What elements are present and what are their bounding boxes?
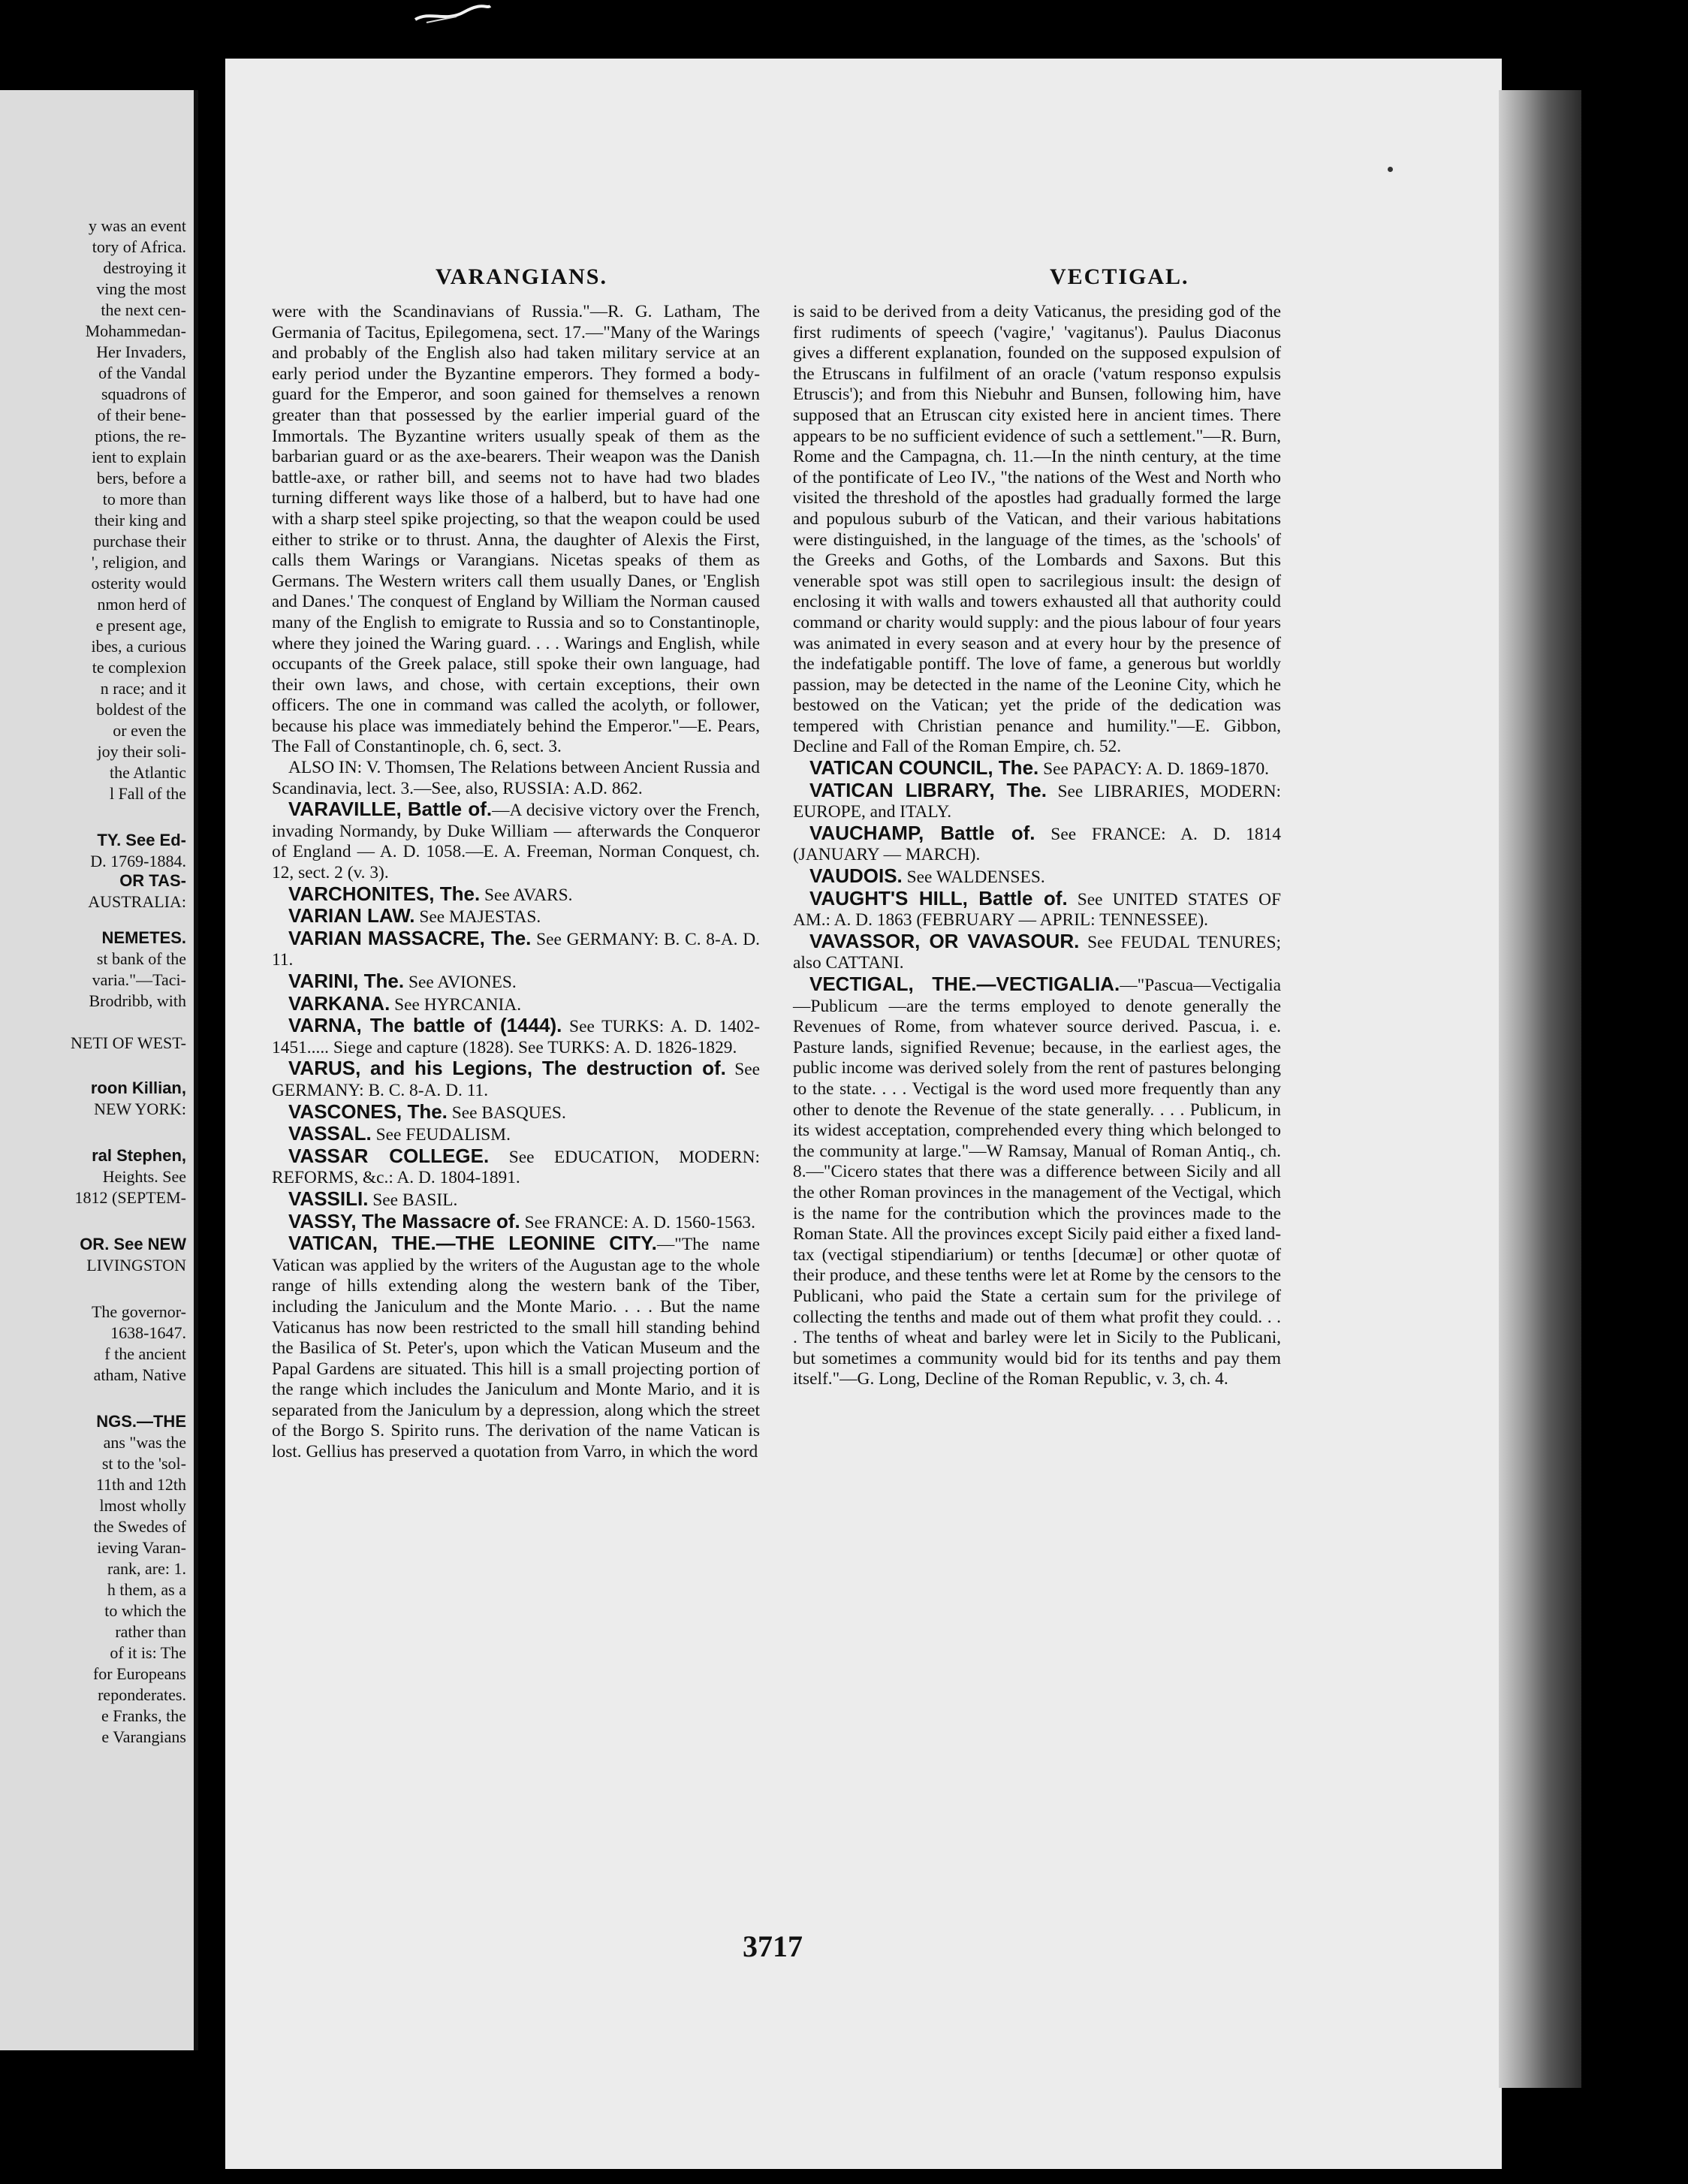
- dictionary-entry: [272, 799, 760, 883]
- dictionary-entry: [793, 866, 1281, 888]
- fragment-line: NEW YORK:: [94, 1100, 186, 1118]
- fragment-line: of the Vandal: [98, 363, 186, 382]
- fragment-line: NEMETES.: [101, 928, 186, 947]
- entry-text: See GERMANY: B. C. 8-A. D. 11.: [272, 1060, 760, 1100]
- fragment-line: the Swedes of: [93, 1517, 186, 1536]
- entry-heading: VARUS, and his Legions, The destruction of.: [288, 1057, 726, 1080]
- fragment-line: ', religion, and: [91, 553, 186, 572]
- speck: [1388, 167, 1393, 172]
- entry-heading: VAUCHAMP, Battle of.: [809, 821, 1035, 844]
- entry-text: See FEUDAL TENURES; also CATTANI.: [793, 932, 1282, 973]
- fragment-line: nmon herd of: [97, 595, 186, 614]
- dictionary-entry: [793, 758, 1281, 780]
- fragment-line: 11th and 12th: [95, 1475, 186, 1494]
- entry-text: See TURKS: A. D. 1402-1451..... Siege and capture (1828). See TURKS: A. D. 1826-1829.: [272, 1017, 760, 1057]
- fragment-line: f the ancient: [104, 1344, 186, 1363]
- fragment-line: ral Stephen,: [92, 1146, 186, 1165]
- fragment-line: e Franks, the: [101, 1706, 186, 1725]
- fragment-line: h them, as a: [107, 1580, 186, 1599]
- entry-heading: VARAVILLE, Battle of.: [288, 798, 493, 821]
- dictionary-entry: [272, 1058, 760, 1101]
- entry-heading: VASSY, The Massacre of.: [288, 1209, 520, 1232]
- dictionary-entry: [793, 780, 1281, 823]
- dictionary-entry: [272, 1146, 760, 1189]
- entry-text: See LIBRARIES, MODERN: EUROPE, and ITALY.: [793, 781, 1281, 822]
- entry-text: See BASQUES.: [447, 1103, 566, 1123]
- fragment-line: AUSTRALIA:: [88, 892, 186, 911]
- fragment-line: e Varangians: [101, 1727, 186, 1746]
- fragment-line: tory of Africa.: [92, 237, 186, 256]
- fragment-line: ans "was the: [103, 1433, 186, 1452]
- entry-heading: VARIAN LAW.: [288, 904, 415, 928]
- entry-heading: VARCHONITES, The.: [288, 882, 481, 905]
- fragment-line: the Atlantic: [109, 763, 186, 782]
- fragment-line: te complexion: [92, 658, 186, 677]
- fragment-line: NETI OF WEST-: [71, 1033, 186, 1052]
- entry-heading: VARINI, The.: [288, 970, 405, 992]
- fragment-line: purchase their: [93, 532, 186, 551]
- entry-heading: VATICAN, THE.—THE LEONINE CITY.: [288, 1232, 657, 1255]
- fragment-line: to which the: [104, 1601, 186, 1620]
- entry-heading: VATICAN LIBRARY, The.: [809, 778, 1047, 801]
- dictionary-entry: [272, 906, 760, 928]
- fragment-line: rather than: [115, 1622, 186, 1641]
- fragment-line: bers, before a: [96, 469, 186, 487]
- ink-smudge-icon: [411, 3, 494, 26]
- dictionary-entry: [272, 1124, 760, 1146]
- fragment-line: ving the most: [96, 279, 186, 298]
- entry-heading: VARKANA.: [288, 991, 390, 1015]
- entry-text: —"Pascua—Vectigalia—Publicum —are the terms employed to denote generally the Revenues of Rome, from whatever source derived. Pascua, i. e. Pasture lands, signified Revenue; because, in the earliest ages, the public income was derived solely from the rent of pastures belonging to the state. . . . Vectigal is the word used more frequently than any other to denote the Revenue of the state generally. . . . Publicum, in its widest acceptation, comprehended every thing which belonged to the community at large."—W Ramsay, Manual of Roman Antiq., ch. 8.—"Cicero states that there was a difference between Sicily and all the other Roman provinces in the management of the Vectigal, which is the name for the contribution which the provinces made to the Roman State. All the provinces except Sicily paid either a fixed land-tax (vectigal stipendiarium) or tenths [decumæ] or other quotæ of their produce, and these tenths were let at Rome by the censors to the Publicani, who paid the State a certain sum for the privilege of collecting the tenths and made out of them what profit they could. . . . The tenths of wheat and barley were let in Sicily to the Publicani, but sometimes a community would bid for its tenths and pay them itself."—G. Long, Decline of the Roman Republic, v. 3, ch. 4.: [793, 976, 1281, 1389]
- fragment-line: The governor-: [91, 1302, 186, 1321]
- running-header-right: VECTIGAL.: [1050, 264, 1189, 289]
- page-number: 3717: [743, 1929, 803, 1963]
- fragment-line: boldest of the: [96, 700, 186, 719]
- entry-text: See PAPACY: A. D. 1869-1870.: [1038, 759, 1269, 780]
- entry-heading: VASSAR COLLEGE.: [288, 1144, 490, 1167]
- entry-text: ALSO IN: V. Thomsen, The Relations between Ancient Russia and Scandinavia, lect. 3.—See, also, RUSSIA: A.D. 862.: [272, 758, 760, 798]
- dictionary-entry: [793, 974, 1281, 1390]
- entry-heading: VECTIGAL, THE.—VECTIGALIA.: [809, 973, 1120, 995]
- dictionary-entry: [793, 823, 1281, 866]
- dictionary-entry: [272, 884, 760, 906]
- fragment-line: LIVINGSTON: [86, 1256, 186, 1275]
- fragment-line: the next cen-: [101, 300, 186, 319]
- fragment-line: OR. See NEW: [80, 1235, 186, 1253]
- left-column: [272, 302, 760, 1463]
- entry-heading: VAUDOIS.: [809, 864, 903, 888]
- entry-heading: VARNA, The battle of (1444).: [288, 1014, 562, 1037]
- fragment-line: squadrons of: [101, 385, 186, 403]
- fragment-line: TY. See Ed-: [97, 831, 186, 849]
- fragment-line: or even the: [113, 721, 186, 740]
- dictionary-entry: [793, 888, 1281, 931]
- fragment-line: reponderates.: [98, 1685, 186, 1704]
- fragment-line: varia."—Taci-: [92, 970, 186, 989]
- fragment-line: 1638-1647.: [110, 1323, 186, 1342]
- entry-text: —A decisive victory over the French, invading Normandy, by Duke William — afterwards the Conqueror of England — A. D. 1058.—E. A. Freeman, Norman Conquest, ch. 12, sect. 2 (v. 3).: [272, 801, 760, 883]
- fragment-line: for Europeans: [92, 1664, 186, 1683]
- dictionary-entry: [272, 1211, 760, 1234]
- dictionary-entry: [272, 758, 760, 799]
- fragment-line: of it is: The: [110, 1643, 186, 1662]
- entry-heading: VARIAN MASSACRE, The.: [288, 926, 532, 949]
- fragment-line: to more than: [102, 490, 186, 508]
- entry-text: were with the Scandinavians of Russia."—R. G. Latham, The Germania of Tacitus, Epilegomena, sect. 17.—"Many of the Warings and probably of the English also had taken military service at an early period under the Byzantine emperors. They formed a body-guard for the Emperor, and soon gained for themselves a renown greater than that possessed by the earlier imperial guard of the Immortals. The Byzantine writers usually speak of them as the barbarian guard or as the axe-bearers. Their weapon was the Danish battle-axe, or rather bill, and seems not to have had two blades turning different ways like those of a halberd, but to have had one with a sharp steel spike projecting, so that the weapon could be used either to strike or to thrust. Anna, the daughter of Alexis the First, calls them Warings or Varangians. Nicetas speaks of them as Germans. The Western writers call them usually Danes, or 'English and Danes.' The conquest of England by William the Norman caused many of the English to emigrate to Russia and so to Constantinople, where they joined the Waring guard. . . . Warings and English, while occupants of the Greek palace, still spoke their own language, had their own laws, and chose, with certain exceptions, their own officers. The one in command was called the acolyth, or follower, because his place was immediately behind the Emperor."—E. Pears, The Fall of Constantinople, ch. 6, sect. 3.: [272, 302, 760, 757]
- entry-text: See GERMANY: B. C. 8-A. D. 11.: [272, 929, 760, 970]
- entry-heading: VAUGHT'S HILL, Battle of.: [809, 886, 1068, 909]
- fragment-line: joy their soli-: [97, 742, 186, 761]
- fragment-line: osterity would: [91, 574, 186, 593]
- fragment-line: Heights. See: [102, 1167, 186, 1186]
- entry-heading: VASSAL.: [288, 1122, 372, 1145]
- fragment-line: ient to explain: [92, 448, 186, 466]
- fragment-line: 1812 (SEPTEM-: [74, 1188, 186, 1207]
- fragment-line: OR TAS-: [119, 871, 186, 890]
- right-column: [793, 302, 1281, 1390]
- left-page-fragment: [0, 90, 198, 2050]
- entry-text: See FRANCE: A. D. 1814 (JANUARY — MARCH).: [793, 824, 1281, 865]
- entry-heading: VATICAN COUNCIL, The.: [809, 756, 1039, 780]
- entry-text: See FRANCE: A. D. 1560-1563.: [520, 1212, 755, 1232]
- fragment-line: D. 1769-1884.: [90, 852, 186, 870]
- page-edge: [1499, 90, 1581, 2088]
- fragment-line: lmost wholly: [99, 1496, 186, 1515]
- fragment-line: n race; and it: [100, 679, 186, 698]
- entry-text: is said to be derived from a deity Vaticanus, the presiding god of the first rudiments of speech ('vagire,' 'vagitanus'). Paulus Diaconus gives a different explanation, founded on the supposed expulsion of the Etruscans in fulfilment of an oracle ('vatum responso expulsis Etruscis'); and from this Niebuhr and Bunsen, following him, have supposed that an Etruscan city existed here in ancient times. There appears to be no sufficient evidence of such a settlement."—R. Burn, Rome and the Campagna, ch. 11.—In the ninth century, at the time of the pontificate of Leo IV., "the nations of the West and North who visited the threshold of the apostles had gradually formed the large and populous suburb of the Vatican, and their various habitations were distinguished, in the language of the times, as the 'schools' of the Greeks and Goths, of the Lombards and Saxons. But this venerable spot was still open to sacrilegious insult: the design of enclosing it with walls and towers exhausted all that authority could command or charity would supply: and the pious labour of four years was animated in every season and at every hour by the presence of the indefatigable pontiff. The love of fame, a generous but worldly passion, may be detected in the name of the Leonine City, which he bestowed on the Vatican; yet the pride of the dedication was tempered with Christian penance and humility."—E. Gibbon, Decline and Fall of the Roman Empire, ch. 52.: [793, 302, 1281, 757]
- fragment-line: l Fall of the: [109, 784, 186, 803]
- entry-text: See EDUCATION, MODERN: REFORMS, &c.: A. D. 1804-1891.: [272, 1147, 761, 1188]
- entry-text: See MAJESTAS.: [414, 907, 541, 928]
- fragment-line: Mohammedan-: [85, 321, 186, 340]
- entry-text: —"The name Vatican was applied by the writers of the Augustan age to the whole range of hills extending along the western bank of the Tiber, including the Janiculum and the Monte Mario. . . . But the name Vaticanus has now been restricted to the small hill standing behind the Basilica of St. Peter's, upon which the Vatican Museum and the Papal Gardens are situated. This hill is a small projecting portion of the range which includes the Janiculum and Monte Mario, and it is separated from the Janiculum by a depression, along which the street of the Borgo S. Spirito runs. The derivation of the name Vatican is lost. Gellius has preserved a quotation from Varro, in which the word: [272, 1235, 760, 1462]
- fragment-line: atham, Native: [93, 1365, 186, 1384]
- entry-text: See AVARS.: [480, 885, 573, 905]
- fragment-line: of their bene-: [97, 406, 186, 424]
- dictionary-entry: [272, 971, 760, 994]
- dictionary-entry: [272, 991, 760, 1016]
- fragment-line: ptions, the re-: [95, 427, 186, 445]
- dictionary-entry: [272, 1102, 760, 1124]
- fragment-line: ibes, a curious: [91, 637, 186, 656]
- fragment-line: destroying it: [103, 258, 186, 277]
- fragment-line: roon Killian,: [90, 1078, 186, 1097]
- entry-heading: VAVASSOR, OR VAVASOUR.: [809, 929, 1080, 952]
- fragment-line: Her Invaders,: [96, 342, 186, 361]
- entry-heading: VASCONES, The.: [288, 1100, 448, 1123]
- fragment-line: st bank of the: [96, 949, 186, 968]
- fragment-line: NGS.—THE: [96, 1412, 186, 1431]
- running-header-left: VARANGIANS.: [436, 264, 607, 289]
- dictionary-entry: [272, 1015, 760, 1058]
- fragment-line: st to the 'sol-: [101, 1454, 186, 1473]
- fragment-line: y was an event: [88, 216, 186, 235]
- fragment-line: ieving Varan-: [97, 1538, 186, 1557]
- entry-text: See WALDENSES.: [902, 867, 1045, 888]
- fragment-line: rank, are: 1.: [107, 1559, 186, 1578]
- fragment-line: e present age,: [95, 616, 186, 635]
- entry-heading: VASSILI.: [288, 1187, 369, 1210]
- dictionary-entry: [793, 931, 1281, 974]
- dictionary-entry: [272, 1233, 760, 1463]
- entry-text: See UNITED STATES OF AM.: A. D. 1863 (FEBRUARY — APRIL: TENNESSEE).: [793, 889, 1281, 931]
- fragment-line: their king and: [94, 511, 186, 529]
- dictionary-entry: [272, 1189, 760, 1211]
- dictionary-entry: [272, 928, 760, 971]
- entry-continuation: [272, 302, 760, 758]
- fragment-line: Brodribb, with: [89, 991, 186, 1010]
- entry-continuation: [793, 302, 1281, 758]
- entry-text: See BASIL.: [368, 1190, 458, 1210]
- entry-text: See AVIONES.: [404, 973, 517, 992]
- entry-text: See FEUDALISM.: [371, 1125, 511, 1145]
- entry-text: See HYRCANIA.: [390, 994, 522, 1015]
